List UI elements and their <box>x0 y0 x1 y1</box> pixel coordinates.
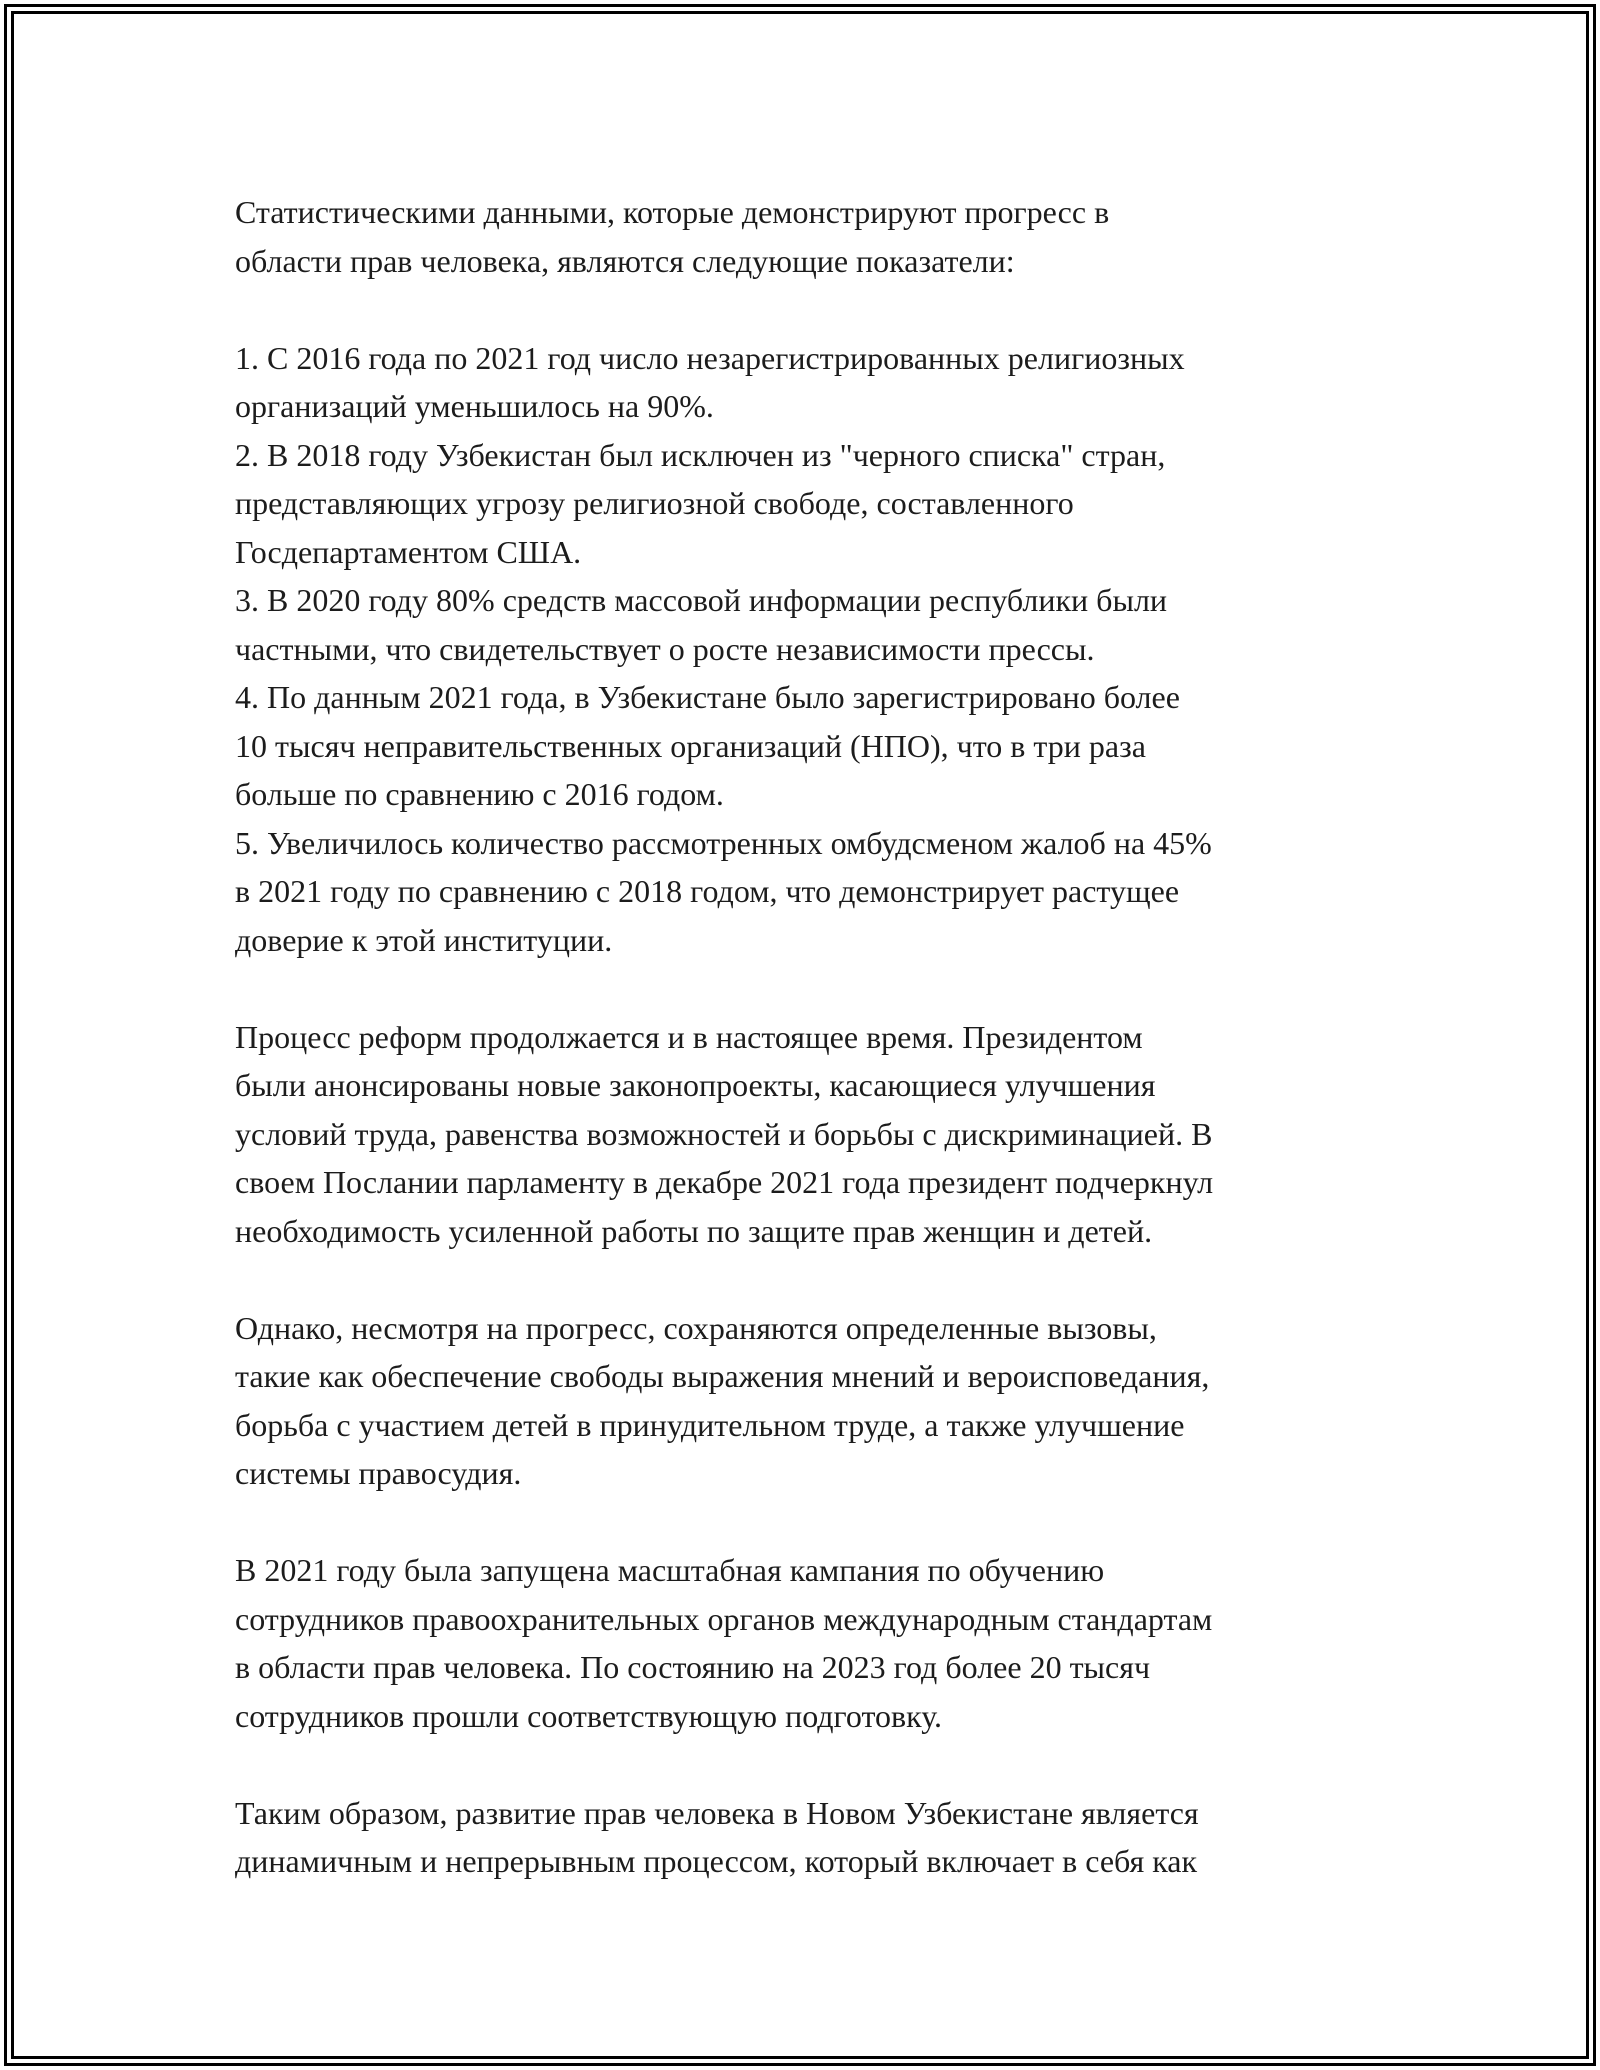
text-line: такие как обеспечение свободы выражения мнений и вероисповедания, <box>235 1358 1210 1394</box>
text-line: 3. В 2020 году 80% средств массовой информации республики были <box>235 582 1168 618</box>
paragraph-gap <box>235 964 1375 1013</box>
document-body <box>235 188 1375 1886</box>
list-item <box>235 334 1375 431</box>
text-line: 10 тысяч неправительственных организаций (НПО), что в три раза <box>235 727 1146 764</box>
paragraph-gap <box>235 1498 1375 1547</box>
text-line: Процесс реформ продолжается и в настоящее время. Президентом <box>235 1018 1143 1055</box>
paragraph-gap <box>235 1255 1375 1304</box>
text-line: борьба с участием детей в принудительном труде, а также улучшение <box>235 1406 1185 1443</box>
list-item <box>235 819 1375 965</box>
text-line: были анонсированы новые законопроекты, касающиеся улучшения <box>235 1067 1156 1103</box>
text-line: 2. В 2018 году Узбекистан был исключен из "черного списка" стран, <box>235 436 1166 473</box>
text-line: условий труда, равенства возможностей и борьбы с дискриминацией. В <box>235 1115 1213 1152</box>
reforms-paragraph <box>235 1013 1375 1256</box>
text-line: в 2021 году по сравнению с 2018 годом, что демонстрирует растущее <box>235 873 1180 909</box>
text-line: Таким образом, развитие прав человека в Новом Узбекистане является <box>235 1794 1199 1831</box>
list-item <box>235 431 1375 577</box>
intro-paragraph <box>235 188 1375 285</box>
list-item <box>235 673 1375 819</box>
text-line: Однако, несмотря на прогресс, сохраняются определенные вызовы, <box>235 1309 1157 1346</box>
text-line: 5. Увеличилось количество рассмотренных омбудсменом жалоб на 45% <box>235 824 1212 861</box>
text-line: своем Послании парламенту в декабре 2021 года президент подчеркнул <box>235 1164 1214 1200</box>
conclusion-paragraph <box>235 1789 1375 1886</box>
text-line: области прав человека, являются следующие показатели: <box>235 242 1015 279</box>
paragraph-gap <box>235 285 1375 334</box>
text-line: 4. По данным 2021 года, в Узбекистане было зарегистрировано более <box>235 679 1180 715</box>
paragraph-gap <box>235 1740 1375 1789</box>
challenges-paragraph <box>235 1304 1375 1498</box>
text-line: В 2021 году была запущена масштабная кампания по обучению <box>235 1552 1105 1588</box>
text-line: сотрудников правоохранительных органов международным стандартам <box>235 1600 1213 1637</box>
text-line: 1. С 2016 года по 2021 год число незарегистрированных религиозных <box>235 339 1185 376</box>
text-line: организаций уменьшилось на 90%. <box>235 388 714 424</box>
text-line: частными, что свидетельствует о росте независимости прессы. <box>235 630 1095 667</box>
text-line: необходимость усиленной работы по защите прав женщин и детей. <box>235 1212 1153 1249</box>
text-line: представляющих угрозу религиозной свободе, составленного <box>235 485 1074 521</box>
text-line: доверие к этой институции. <box>235 921 613 958</box>
text-line: больше по сравнению с 2016 годом. <box>235 776 724 812</box>
text-line: в области прав человека. По состоянию на 2023 год более 20 тысяч <box>235 1649 1151 1685</box>
list-item <box>235 576 1375 673</box>
statistics-list <box>235 334 1375 965</box>
training-paragraph <box>235 1546 1375 1740</box>
text-line: Госдепартаментом США. <box>235 533 582 570</box>
text-line: сотрудников прошли соответствующую подготовку. <box>235 1697 943 1734</box>
text-line: Статистическими данными, которые демонстрируют прогресс в <box>235 194 1110 230</box>
text-line: динамичным и непрерывным процессом, который включает в себя как <box>235 1843 1198 1879</box>
text-line: системы правосудия. <box>235 1455 522 1491</box>
